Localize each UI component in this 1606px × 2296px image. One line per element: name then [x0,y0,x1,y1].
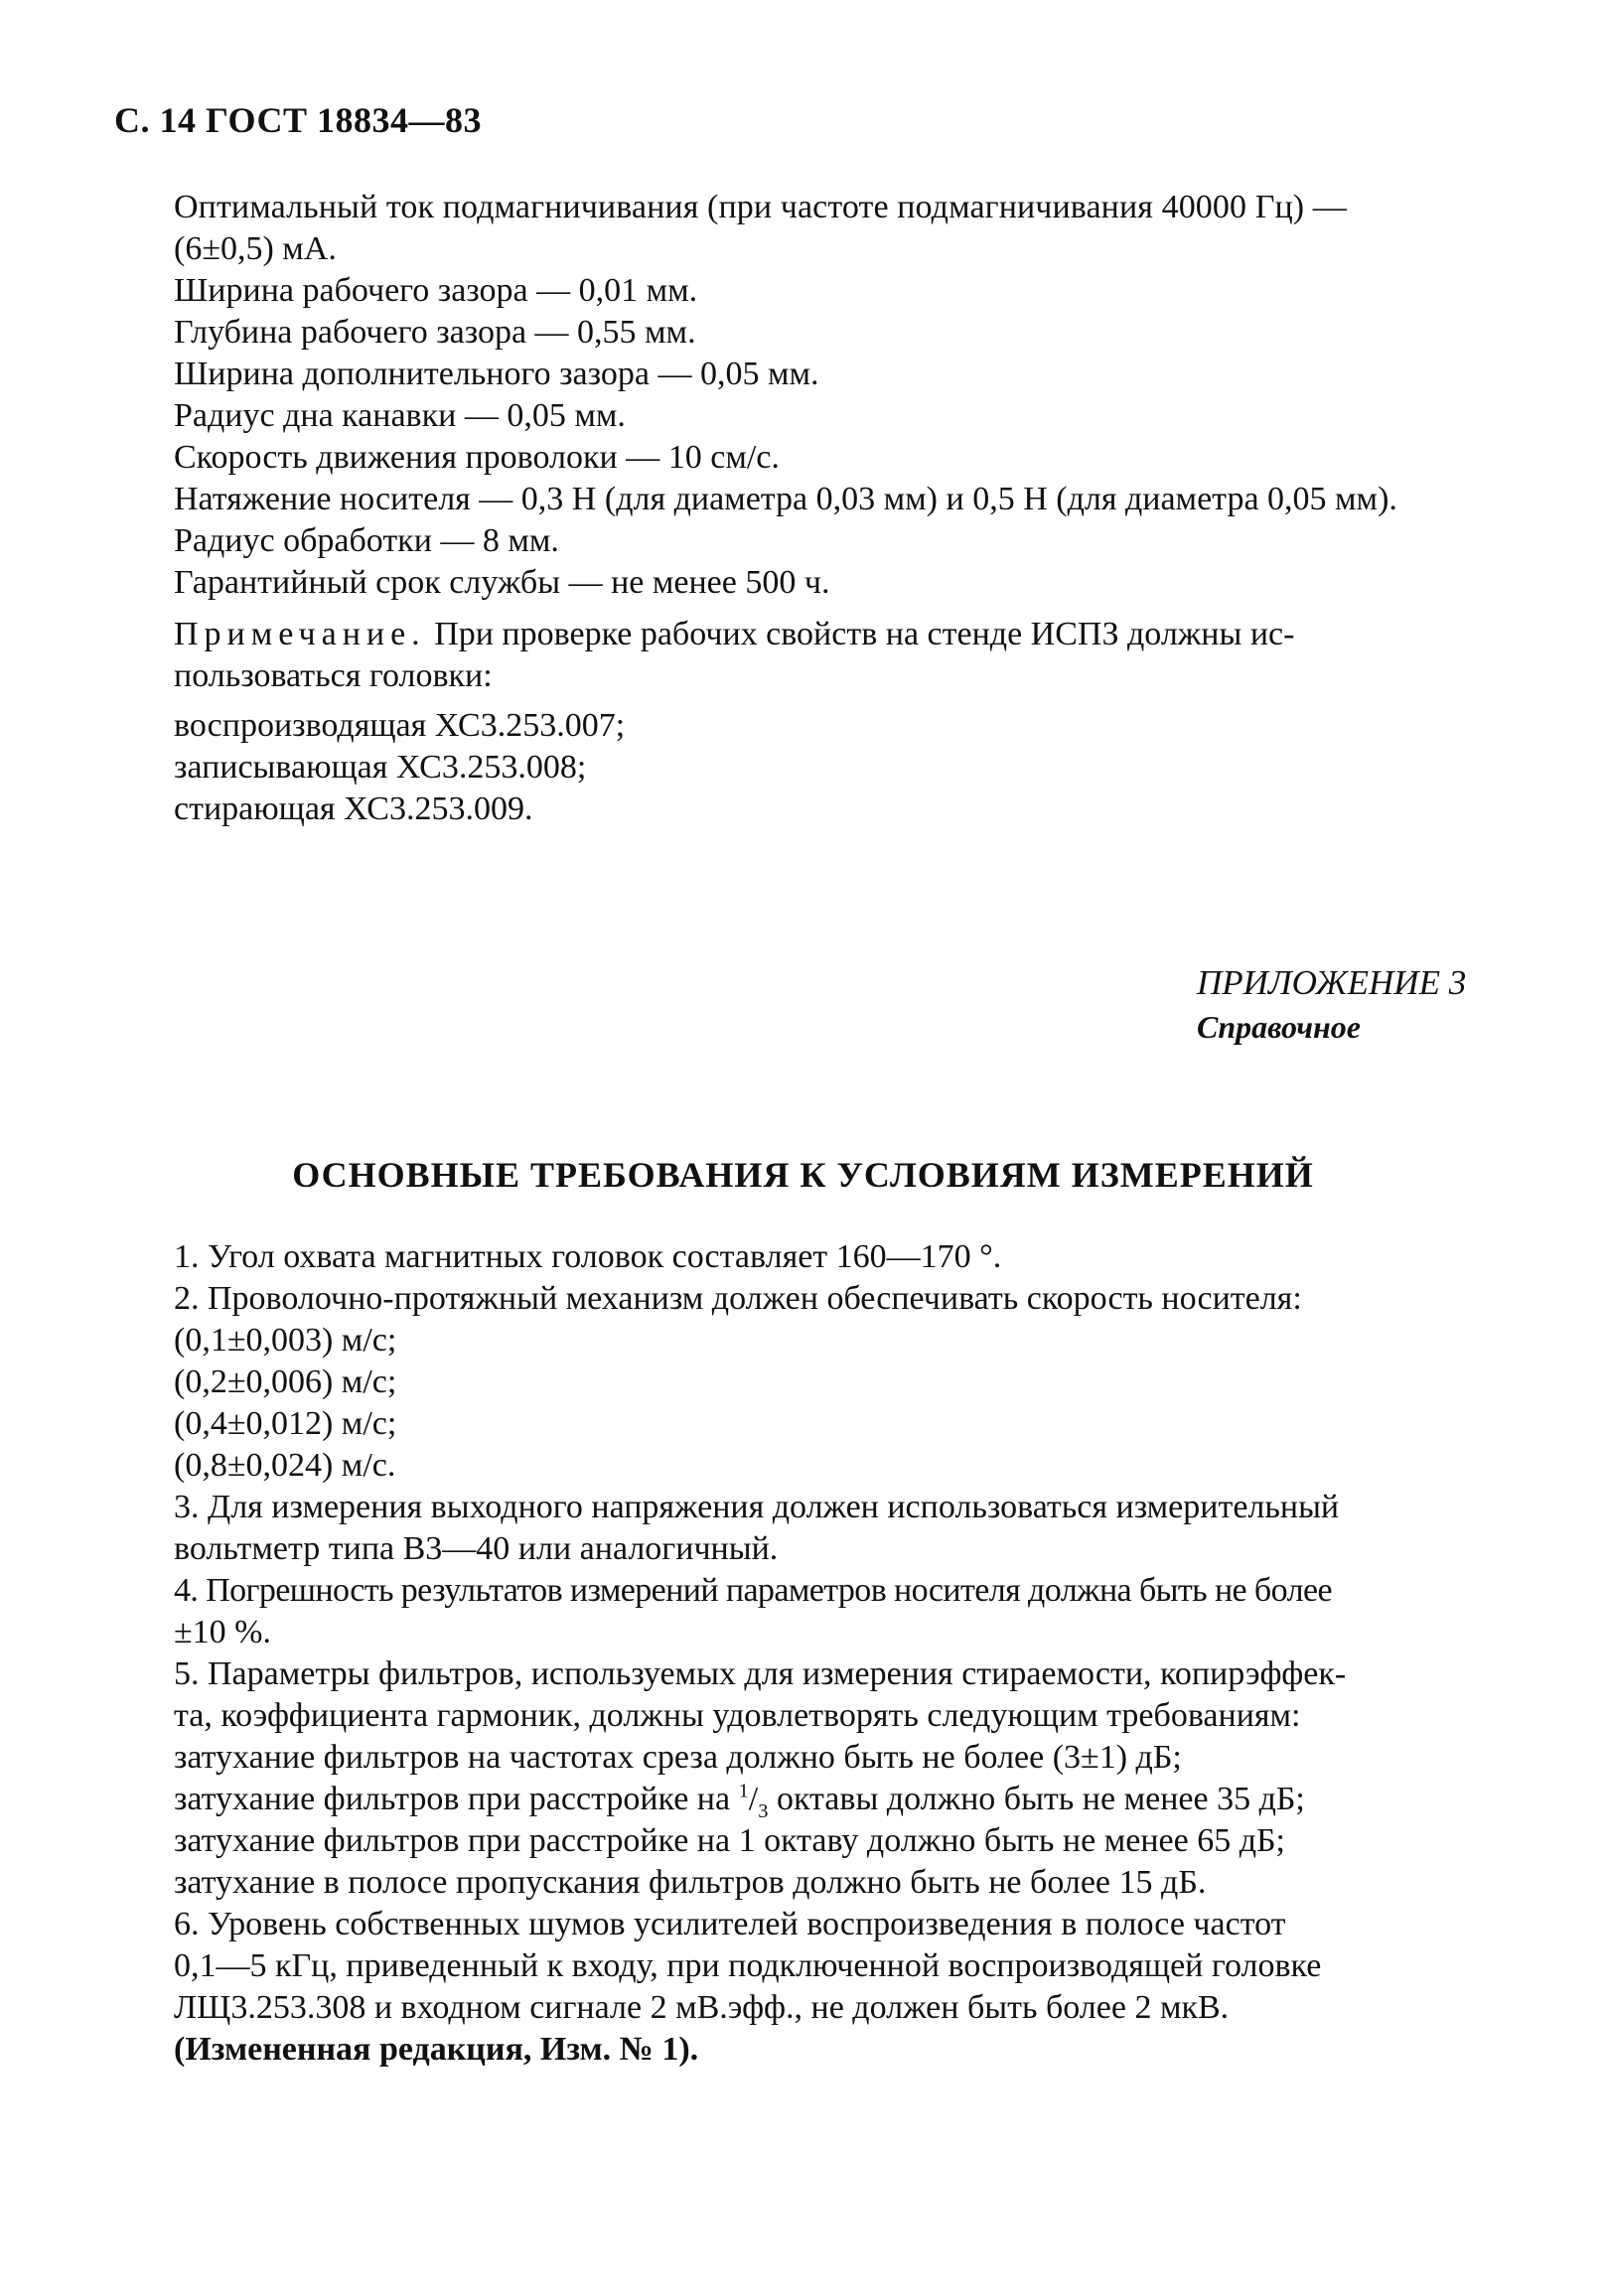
param-item: Скорость движения проволоки — 10 см/с. [174,439,780,476]
requirement-2: 2. Проволочно-протяжный механизм должен обеспечивать скорость носителя: [174,1280,1302,1317]
filter-text-post: октавы должно быть не менее 35 дБ; [768,1781,1305,1817]
param-item: Ширина дополнительного зазора — 0,05 мм. [174,356,819,392]
speed-item: (0,2±0,006) м/с; [174,1363,397,1400]
param-item: Глубина рабочего зазора — 0,55 мм. [174,314,696,351]
bias-current-line1: Оптимальный ток подмагничивания (при частоте подмагничивания 40000 Гц) — [174,189,1347,225]
requirement-4-line2: ±10 %. [174,1614,271,1650]
appendix-number: ПРИЛОЖЕНИЕ 3 [1197,963,1467,1002]
note-text: При проверке рабочих свойств на стенде ИСПЗ должны ис- [425,616,1295,652]
param-item: Радиус дна канавки — 0,05 мм. [174,397,626,434]
appendix-label [1197,961,1466,1049]
speed-item: (0,4±0,012) м/с; [174,1405,397,1442]
filter-item: затухание в полосе пропускания фильтров должно быть не более 15 дБ. [174,1864,1207,1901]
parameters-section [174,187,1485,830]
filter-item: затухание фильтров при расстройке на 1 октаву должно быть не менее 65 дБ; [174,1822,1285,1859]
amendment-note: (Измененная редакция, Изм. № 1). [174,2031,699,2068]
requirement-3-line2: вольтметр типа В3—40 или аналогичный. [174,1530,779,1567]
head-item: воспроизводящая ХС3.253.007; [174,707,626,744]
requirement-6-line3: ЛЩ3.253.308 и входном сигнале 2 мВ.эфф., не должен быть более 2 мкВ. [174,1989,1230,2026]
filter-text-pre: затухание фильтров при расстройке на [174,1781,739,1817]
requirement-1: 1. Угол охвата магнитных головок составляет 160—170 °. [174,1238,1002,1275]
section-title: ОСНОВНЫЕ ТРЕБОВАНИЯ К УСЛОВИЯМ ИЗМЕРЕНИЙ [292,1155,1314,1195]
requirement-4-line1: 4. Погрешность результатов измерений параметров носителя должна быть не более [174,1572,1332,1609]
param-item: Радиус обработки — 8 мм. [174,522,559,559]
note-line1 [174,614,1485,655]
bias-current-line2: (6±0,5) мА. [174,230,337,267]
speed-item: (0,1±0,003) м/с; [174,1322,397,1359]
fraction-denominator: 3 [758,1799,769,1822]
requirement-5-line1: 5. Параметры фильтров, используемых для измерения стираемости, копирэффек- [174,1655,1347,1692]
filter-item-fraction: затухание фильтров при расстройке на $^1/_3$ октавы должно быть не менее 35 дБ; [174,1780,1305,1822]
note-line2: пользоваться головки: [174,657,493,694]
filter-item: затухание фильтров на частотах среза должно быть не более (3±1) дБ; [174,1739,1182,1776]
param-item: Натяжение носителя — 0,3 Н (для диаметра 0,03 мм) и 0,5 Н (для диаметра 0,05 мм). [174,481,1397,517]
speed-item: (0,8±0,024) м/с. [174,1447,396,1484]
note-label: Примечание. [174,616,426,652]
requirement-3-line1: 3. Для измерения выходного напряжения должен использоваться измерительный [174,1489,1340,1525]
page-header: С. 14 ГОСТ 18834—83 [114,100,482,140]
appendix-type: Справочное [1197,1009,1361,1045]
param-item: Ширина рабочего зазора — 0,01 мм. [174,272,698,309]
requirement-6-line1: 6. Уровень собственных шумов усилителей воспроизведения в полосе частот [174,1906,1286,1942]
requirements-section [174,1236,1485,2071]
param-item: Гарантийный срок службы — не менее 500 ч. [174,564,830,601]
heads-list [174,705,1485,830]
requirement-5-line2: та, коэффициента гармоник, должны удовлетворять следующим требованиям: [174,1697,1301,1734]
head-item: стирающая ХС3.253.009. [174,790,533,827]
head-item: записывающая ХС3.253.008; [174,749,587,786]
requirement-6-line2: 0,1—5 кГц, приведенный к входу, при подключенной воспроизводящей головке [174,1947,1322,1984]
fraction-numerator: 1 [738,1780,749,1802]
